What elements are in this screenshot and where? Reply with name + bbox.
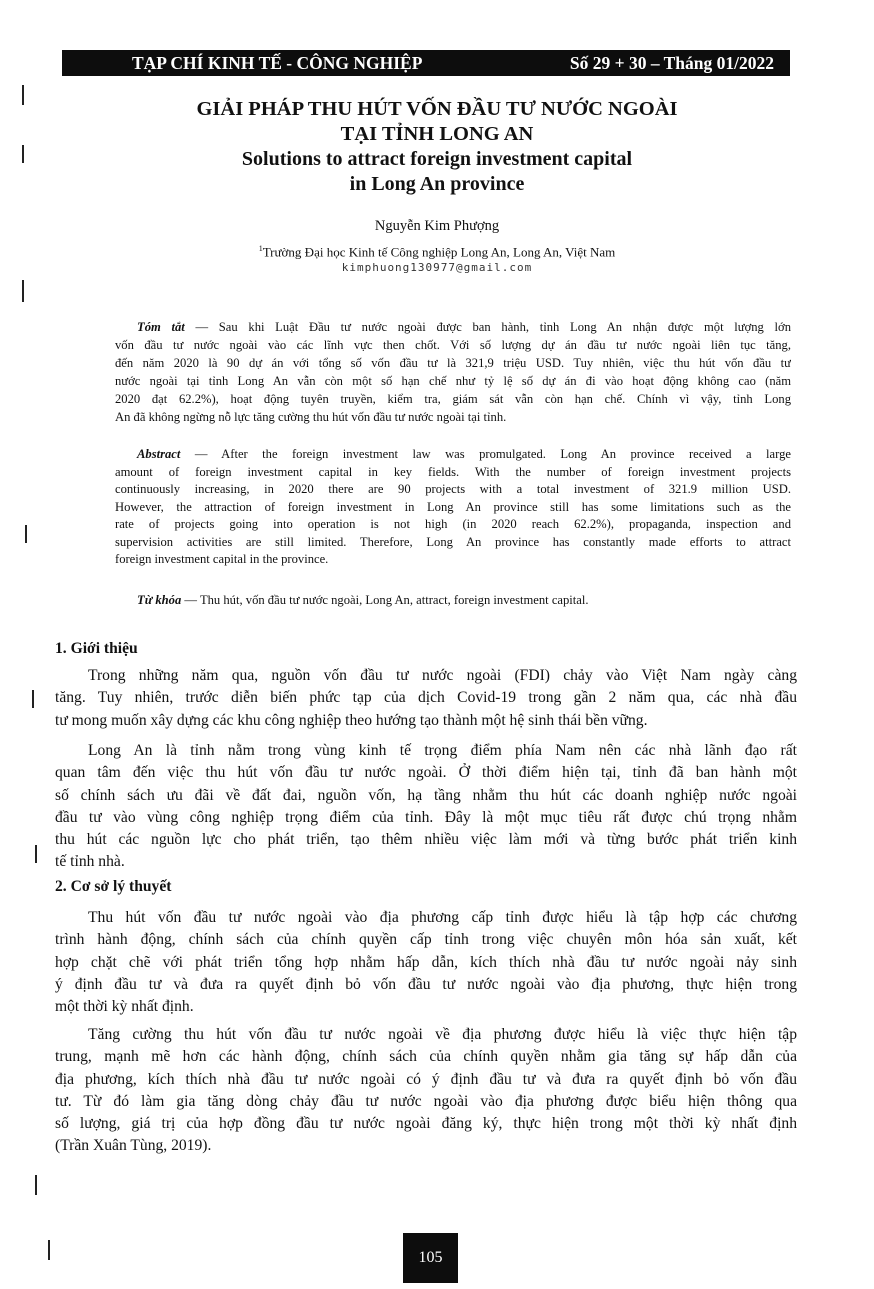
paragraph-line: Thu hút vốn đầu tư nước ngoài vào địa phương cấp tỉnh được hiểu là tập hợp các chương [88,909,797,926]
paragraph-line: tư. Từ đó làm gia tăng dòng chảy đầu tư nước ngoài vào địa phương được biểu hiện thông qua [55,1092,797,1110]
scan-margin-mark [32,690,34,708]
abstract-line [115,464,791,482]
paragraph-line: Trong những năm qua, nguồn vốn đầu tư nước ngoài (FDI) chảy vào Việt Nam ngày càng [88,667,797,684]
abstract-line [115,336,791,354]
paragraph-line: ý định đầu tư và đưa ra quyết định bỏ vốn đầu tư nước ngoài vào địa phương, thực hiện trong [55,975,797,993]
abstract-line [115,318,791,336]
title-en-line-1: Solutions to attract foreign investment capital [241,148,633,170]
abstract-line [115,516,791,534]
paragraph-line: trung, mạnh mẽ hơn các hành động, chính sách của chính quyền nhằm gia tăng sự hấp dẫn của [55,1048,797,1066]
title-vi-line-2: TẠI TỈNH LONG AN [340,123,534,145]
scan-margin-mark [22,85,24,105]
scan-margin-mark [22,280,24,302]
author-affiliation [0,244,874,260]
paragraph-line: một thời kỳ nhất định. [55,998,194,1016]
paragraph-line: tăng. Tuy nhiên, trước diễn biến phức tạp của dịch Covid-19 trong gần 2 năm qua, các nhà đầu [55,689,797,707]
section-2-paragraph-2 [55,1024,797,1158]
paragraph-line: Tăng cường thu hút vốn đầu tư nước ngoài về địa phương được hiểu là việc thực hiện tập [88,1026,797,1043]
abstract-line-text: supervision activities are still limited. Therefore, Long An province has constantly made efforts to attract [115,534,791,549]
abstract-line-text: đến năm 2020 là 90 dự án với tổng số vốn đầu tư là 321,9 triệu USD. Tuy nhiên, việc thu hút vốn đầu tư [115,356,791,370]
keywords [115,591,791,609]
abstract-line-text: — Sau khi Luật Đầu tư nước ngoài được ban hành, tỉnh Long An nhận được một lượng lớn [184,320,791,334]
section-heading-2: 2. Cơ sở lý thuyết [55,878,172,895]
abstract-line [115,481,791,499]
section-1-paragraph-2 [55,740,797,874]
paragraph-line: Long An là tỉnh nằm trong vùng kinh tế trọng điểm phía Nam nên các nhà lãnh đạo rất [88,742,797,759]
abstract-lead: Tóm tắt [137,320,185,334]
section-heading-1: 1. Giới thiệu [55,640,138,657]
scan-margin-mark [22,145,24,163]
scan-margin-mark [48,1240,50,1260]
paragraph-line: đầu tư vào vùng công nghiệp trọng điểm của tỉnh. Đây là một mục tiêu rất được chú trọng nhằm [55,808,797,826]
abstract-line [115,499,791,517]
paragraph-line: số chính sách ưu đãi về đất đai, nguồn vốn, hạ tầng nhằm thu hút các doanh nghiệp nước ngoài [55,786,797,804]
affiliation-text: Trường Đại học Kinh tế Công nghiệp Long An, Long An, Việt Nam [262,244,616,260]
keywords-text: — Thu hút, vốn đầu tư nước ngoài, Long An, attract, foreign investment capital. [181,593,589,607]
journal-name: TẠP CHÍ KINH TẾ - CÔNG NGHIỆP [132,53,423,73]
title-english [0,147,874,197]
paragraph-line: số lượng, giá trị của hợp đồng đầu tư nước ngoài đăng ký, thực hiện trong một thời kỳ nhất định [55,1115,797,1133]
paragraph-line: thu hút các nguồn lực cho phát triển, tạo thêm nhiều việc làm mới và từng bước phát triển kinh [55,831,797,849]
section-2-paragraph-1 [55,907,797,1018]
abstract-line-text: 2020 đạt 62.2%), hoạt động tuyên truyền, kiểm tra, giám sát vẫn còn hạn chế. Chính vì vậy, tỉnh Long [115,392,791,406]
scan-margin-mark [35,1175,37,1195]
paragraph-line: hợp chặt chẽ với phát triển tổng hợp nhằm hấp dẫn, kích thích nhà đầu tư nước ngoài nảy sinh [55,953,797,971]
abstract-line-text: foreign investment capital in the province. [115,552,329,566]
abstract-line-text: — After the foreign investment law was promulgated. Long An province received a large [180,447,791,461]
title-vietnamese [0,97,874,147]
abstract-line [115,446,791,464]
abstract-line [115,390,791,408]
abstract-lead: Abstract [137,447,181,461]
abstract-line-text: An đã không ngừng nỗ lực tăng cường thu hút vốn đầu tư nước ngoài tại tỉnh. [115,410,507,424]
paragraph-line: trình hành động, chính sách của chính quyền cấp tỉnh trong việc chuyên môn hóa sản xuất, kết [55,931,797,949]
section-1-paragraph-1 [55,665,797,732]
abstract-line-text: vốn đầu tư nước ngoài vào các lĩnh vực then chốt. Với số lượng dự án đầu tư nước ngoài liên tục tăng, [115,338,791,352]
title-en-line-2: in Long An province [349,173,525,195]
journal-header-bar [62,50,790,76]
author-name: Nguyễn Kim Phượng [374,218,500,234]
abstract-english [115,446,791,569]
abstract-line [115,534,791,552]
abstract-line-text: rate of projects going into operation is not high (in 2020 reach 62.2%), propaganda, inspection and [115,517,791,531]
paragraph-line: địa phương, kích thích nhà đầu tư nước ngoài có ý định đầu tư và đưa ra quyết định bỏ vốn đầu [55,1070,797,1088]
abstract-line-text: amount of foreign investment capital in key fields. With the number of foreign investment projects [115,464,791,479]
affiliation-marker: 1 [258,244,263,253]
abstract-line [115,354,791,372]
scan-margin-mark [35,845,37,863]
paragraph-line: (Trần Xuân Tùng, 2019). [55,1137,212,1155]
keywords-lead: Từ khóa [137,593,182,607]
abstract-vietnamese [115,318,791,426]
page-number: 105 [403,1233,458,1283]
title-vi-line-1: GIẢI PHÁP THU HÚT VỐN ĐẦU TƯ NƯỚC NGOÀI [196,98,678,120]
abstract-line [115,372,791,390]
abstract-line-text: continuously increasing, in 2020 there are 90 projects with a total investment of 321.9 million USD. [115,482,791,496]
paragraph-line: quan tâm đến việc thu hút vốn đầu tư nước ngoài. Ở thời điểm hiện tại, tỉnh đã ban hành một [55,764,797,782]
abstract-line [115,551,791,569]
paragraph-line: tư mong muốn xây dựng các khu công nghiệp theo hướng tạo thành một hệ sinh thái bền vững. [55,711,648,729]
paragraph-line: tế tỉnh nhà. [55,853,125,871]
issue-info: Số 29 + 30 – Tháng 01/2022 [569,53,774,73]
abstract-line [115,408,791,426]
author-email: kimphuong130977@gmail.com [341,261,533,274]
abstract-line-text: nước ngoài tại tỉnh Long An vẫn còn một số hạn chế như tỷ lệ số dự án đi vào hoạt động không cao (năm [115,374,791,388]
abstract-line-text: However, the attraction of foreign investment in Long An province still has some limitations such as the [115,499,791,514]
scan-margin-mark [25,525,27,543]
